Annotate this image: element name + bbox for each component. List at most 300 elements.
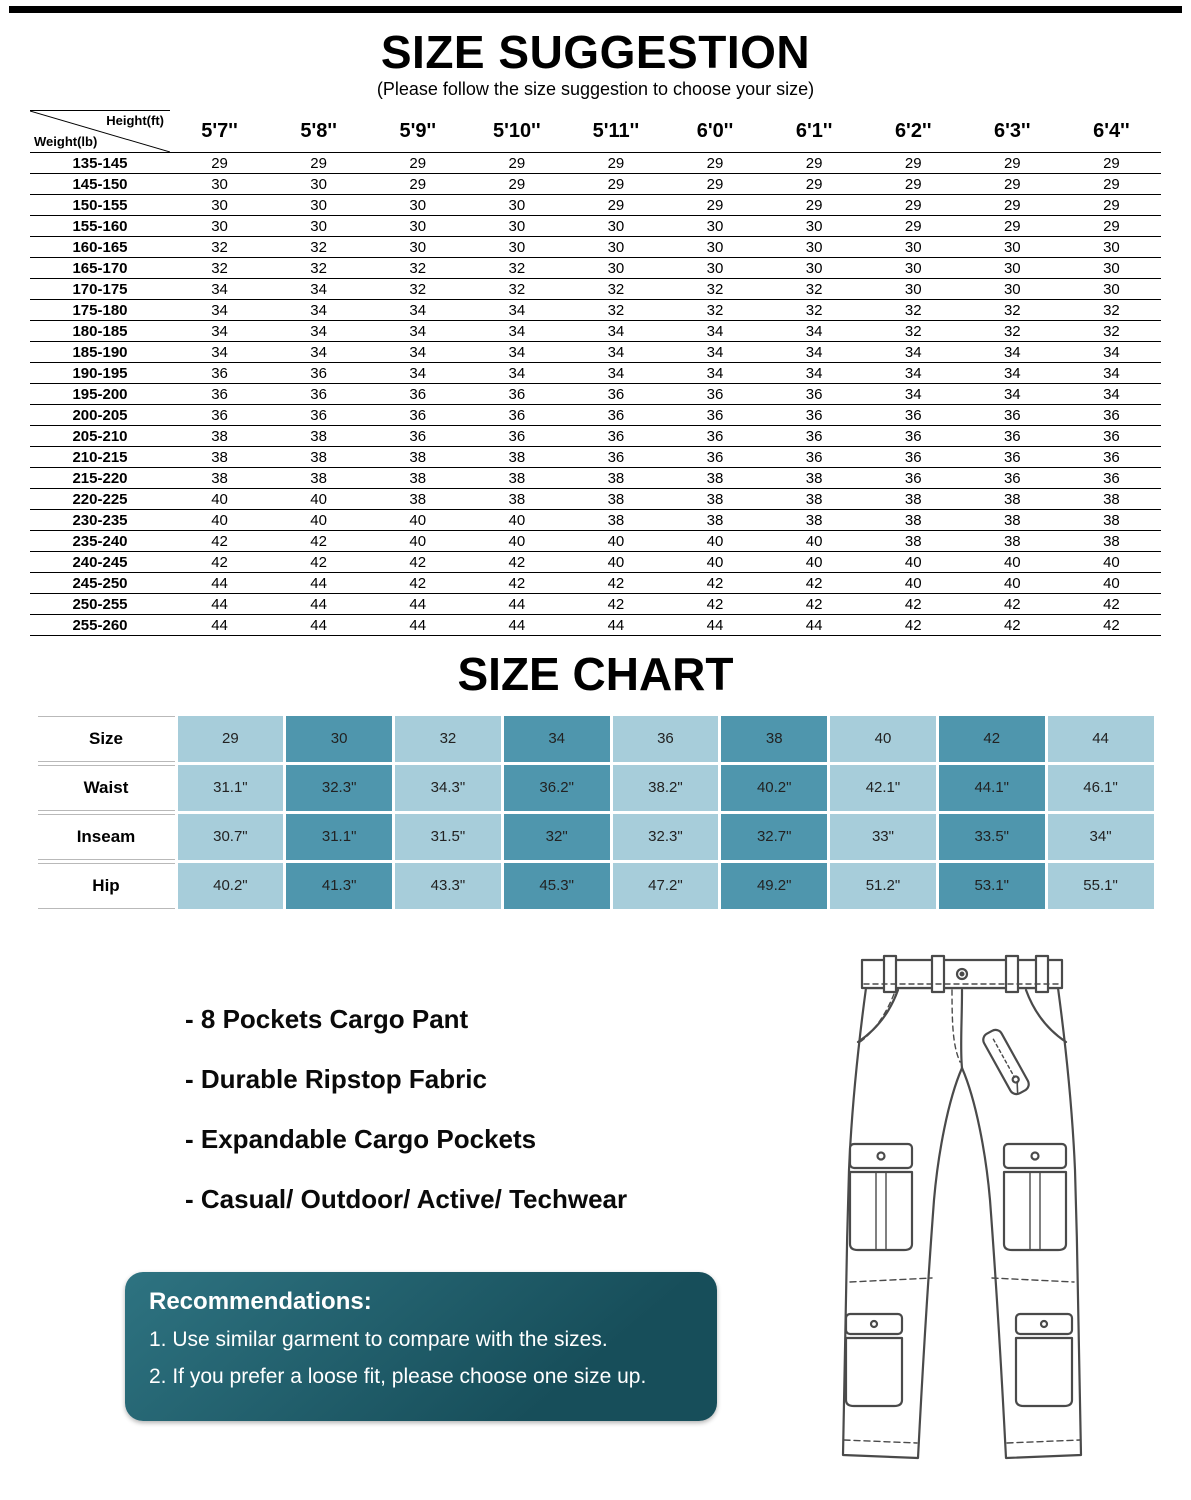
size-chart-cell: 44.1" — [939, 765, 1045, 811]
size-value-cell: 36 — [1062, 426, 1161, 447]
size-chart-cell: 32 — [395, 716, 501, 762]
size-suggestion-subtitle: (Please follow the size suggestion to choose your size) — [376, 79, 815, 100]
weight-range-cell: 230-235 — [30, 510, 170, 531]
weight-row — [30, 321, 1161, 342]
size-chart-cell: 31.1" — [178, 765, 284, 811]
size-value-cell: 44 — [467, 615, 566, 636]
size-value-cell: 36 — [765, 405, 864, 426]
size-value-cell: 36 — [368, 384, 467, 405]
size-value-cell: 32 — [665, 279, 764, 300]
weight-range-cell: 135-145 — [30, 153, 170, 174]
weight-row — [30, 531, 1161, 552]
weight-row — [30, 174, 1161, 195]
size-value-cell: 38 — [368, 468, 467, 489]
size-value-cell: 34 — [665, 342, 764, 363]
size-value-cell: 44 — [765, 615, 864, 636]
size-chart-cell: 40.2" — [178, 863, 284, 909]
size-value-cell: 36 — [665, 426, 764, 447]
size-chart-cell: 40 — [830, 716, 936, 762]
size-value-cell: 44 — [368, 594, 467, 615]
size-value-cell: 34 — [368, 342, 467, 363]
weight-row — [30, 426, 1161, 447]
size-value-cell: 36 — [566, 405, 665, 426]
size-value-cell: 30 — [368, 216, 467, 237]
size-value-cell: 29 — [864, 153, 963, 174]
size-value-cell: 36 — [765, 426, 864, 447]
size-value-cell: 42 — [566, 573, 665, 594]
size-value-cell: 38 — [864, 489, 963, 510]
size-value-cell: 40 — [368, 510, 467, 531]
size-value-cell: 34 — [467, 300, 566, 321]
size-value-cell: 30 — [864, 279, 963, 300]
size-value-cell: 40 — [1062, 573, 1161, 594]
size-chart-cell: 32.3" — [286, 765, 392, 811]
size-value-cell: 30 — [269, 216, 368, 237]
size-value-cell: 36 — [368, 405, 467, 426]
size-chart-cell: 31.5" — [395, 814, 501, 860]
size-value-cell: 30 — [269, 195, 368, 216]
size-value-cell: 32 — [269, 237, 368, 258]
size-value-cell: 34 — [566, 321, 665, 342]
size-value-cell: 32 — [864, 300, 963, 321]
size-value-cell: 40 — [269, 489, 368, 510]
size-value-cell: 44 — [467, 594, 566, 615]
height-header-cell: 5'10'' — [467, 111, 566, 153]
weight-row — [30, 468, 1161, 489]
size-chart-cell: 34.3" — [395, 765, 501, 811]
size-chart-table — [35, 713, 1157, 912]
weight-row — [30, 300, 1161, 321]
size-value-cell: 44 — [269, 594, 368, 615]
size-value-cell: 32 — [765, 279, 864, 300]
size-value-cell: 38 — [665, 489, 764, 510]
belt-loop — [1006, 956, 1018, 992]
size-value-cell: 29 — [864, 174, 963, 195]
size-chart-cell: 36.2" — [504, 765, 610, 811]
size-value-cell: 30 — [467, 216, 566, 237]
size-value-cell: 34 — [1062, 384, 1161, 405]
size-value-cell: 42 — [864, 594, 963, 615]
recommendation-item: 2. If you prefer a loose fit, please choose one size up. — [149, 1365, 647, 1389]
size-value-cell: 44 — [170, 615, 269, 636]
size-value-cell: 34 — [765, 363, 864, 384]
weight-range-cell: 195-200 — [30, 384, 170, 405]
size-value-cell: 36 — [467, 426, 566, 447]
size-value-cell: 42 — [170, 531, 269, 552]
size-value-cell: 36 — [963, 468, 1062, 489]
size-value-cell: 30 — [864, 258, 963, 279]
calf-pocket — [1016, 1338, 1072, 1406]
size-value-cell: 40 — [864, 573, 963, 594]
size-chart-cell: 55.1" — [1048, 863, 1154, 909]
size-value-cell: 42 — [963, 615, 1062, 636]
size-value-cell: 44 — [665, 615, 764, 636]
size-value-cell: 42 — [467, 552, 566, 573]
weight-range-cell: 170-175 — [30, 279, 170, 300]
size-value-cell: 42 — [269, 552, 368, 573]
size-value-cell: 36 — [963, 405, 1062, 426]
size-value-cell: 30 — [269, 174, 368, 195]
size-value-cell: 44 — [170, 573, 269, 594]
size-value-cell: 29 — [765, 174, 864, 195]
size-chart-cell: 46.1" — [1048, 765, 1154, 811]
size-value-cell: 29 — [665, 195, 764, 216]
size-value-cell: 29 — [864, 195, 963, 216]
size-chart-cell: 44 — [1048, 716, 1154, 762]
size-value-cell: 40 — [765, 552, 864, 573]
height-header-cell: 6'3'' — [963, 111, 1062, 153]
size-value-cell: 40 — [368, 531, 467, 552]
height-header-cell: 5'7'' — [170, 111, 269, 153]
cargo-pocket — [1004, 1172, 1066, 1250]
size-chart-cell: 32" — [504, 814, 610, 860]
size-chart-row — [38, 765, 1154, 811]
weight-range-cell: 180-185 — [30, 321, 170, 342]
size-value-cell: 29 — [665, 174, 764, 195]
size-value-cell: 38 — [665, 510, 764, 531]
size-value-cell: 44 — [269, 615, 368, 636]
size-value-cell: 34 — [269, 321, 368, 342]
size-value-cell: 32 — [765, 300, 864, 321]
size-value-cell: 36 — [665, 384, 764, 405]
size-value-cell: 32 — [170, 237, 269, 258]
size-value-cell: 40 — [566, 552, 665, 573]
size-value-cell: 36 — [566, 447, 665, 468]
size-value-cell: 40 — [1062, 552, 1161, 573]
size-value-cell: 42 — [368, 573, 467, 594]
size-value-cell: 29 — [1062, 153, 1161, 174]
size-value-cell: 42 — [566, 594, 665, 615]
size-value-cell: 34 — [269, 342, 368, 363]
size-value-cell: 29 — [269, 153, 368, 174]
top-border-line — [9, 6, 1182, 13]
size-value-cell: 30 — [963, 279, 1062, 300]
size-chart-cell: 32.3" — [613, 814, 719, 860]
size-value-cell: 40 — [963, 573, 1062, 594]
size-value-cell: 32 — [368, 279, 467, 300]
size-value-cell: 36 — [269, 384, 368, 405]
size-value-cell: 40 — [467, 510, 566, 531]
size-value-cell: 29 — [765, 153, 864, 174]
size-value-cell: 36 — [170, 363, 269, 384]
size-chart-cell: 36 — [613, 716, 719, 762]
size-value-cell: 32 — [665, 300, 764, 321]
size-value-cell: 36 — [864, 405, 963, 426]
size-value-cell: 40 — [765, 531, 864, 552]
size-chart-cell: 45.3" — [504, 863, 610, 909]
size-value-cell: 30 — [665, 237, 764, 258]
size-chart-cell: 47.2" — [613, 863, 719, 909]
size-value-cell: 32 — [1062, 321, 1161, 342]
size-value-cell: 42 — [467, 573, 566, 594]
recommendations-box — [125, 1272, 717, 1421]
size-suggestion-header — [0, 0, 1191, 100]
size-value-cell: 38 — [963, 531, 1062, 552]
size-value-cell: 38 — [1062, 531, 1161, 552]
size-value-cell: 38 — [1062, 510, 1161, 531]
size-value-cell: 30 — [566, 258, 665, 279]
size-value-cell: 34 — [1062, 363, 1161, 384]
size-value-cell: 32 — [1062, 300, 1161, 321]
size-value-cell: 32 — [963, 300, 1062, 321]
size-chart-cell: 42.1" — [830, 765, 936, 811]
size-suggestion-table-body — [30, 153, 1161, 636]
size-chart-row-label: Waist — [38, 765, 175, 811]
size-value-cell: 34 — [566, 363, 665, 384]
feature-item: - Durable Ripstop Fabric — [185, 1063, 487, 1094]
cargo-pants-drawing — [800, 948, 1130, 1483]
size-value-cell: 30 — [665, 258, 764, 279]
size-value-cell: 36 — [566, 426, 665, 447]
size-chart-cell: 33.5" — [939, 814, 1045, 860]
size-value-cell: 38 — [269, 447, 368, 468]
size-value-cell: 34 — [765, 342, 864, 363]
weight-range-cell: 150-155 — [30, 195, 170, 216]
size-value-cell: 30 — [368, 195, 467, 216]
size-value-cell: 29 — [765, 195, 864, 216]
belt-loop — [932, 956, 944, 992]
corner-cell — [30, 111, 170, 153]
weight-range-cell: 250-255 — [30, 594, 170, 615]
size-value-cell: 34 — [864, 342, 963, 363]
pocket-button — [1032, 1153, 1039, 1160]
weight-row — [30, 489, 1161, 510]
size-value-cell: 30 — [963, 258, 1062, 279]
size-chart-row — [38, 863, 1154, 909]
size-value-cell: 42 — [665, 594, 764, 615]
size-value-cell: 36 — [467, 405, 566, 426]
weight-range-cell: 235-240 — [30, 531, 170, 552]
size-value-cell: 34 — [170, 300, 269, 321]
size-value-cell: 38 — [368, 489, 467, 510]
belt-loop — [884, 956, 896, 992]
size-value-cell: 30 — [1062, 279, 1161, 300]
size-value-cell: 32 — [368, 258, 467, 279]
size-value-cell: 38 — [170, 426, 269, 447]
weight-row — [30, 405, 1161, 426]
size-value-cell: 32 — [864, 321, 963, 342]
size-chart-row-label: Size — [38, 716, 175, 762]
size-value-cell: 34 — [467, 363, 566, 384]
size-value-cell: 34 — [963, 363, 1062, 384]
size-value-cell: 38 — [170, 447, 269, 468]
weight-row — [30, 258, 1161, 279]
size-value-cell: 42 — [864, 615, 963, 636]
size-value-cell: 36 — [963, 447, 1062, 468]
size-value-cell: 38 — [566, 489, 665, 510]
size-value-cell: 42 — [1062, 594, 1161, 615]
size-value-cell: 34 — [864, 384, 963, 405]
weight-row — [30, 594, 1161, 615]
size-value-cell: 36 — [765, 447, 864, 468]
size-chart-cell: 51.2" — [830, 863, 936, 909]
size-value-cell: 29 — [665, 153, 764, 174]
size-value-cell: 36 — [566, 384, 665, 405]
size-chart-cell: 33" — [830, 814, 936, 860]
size-chart-cell: 34 — [504, 716, 610, 762]
size-value-cell: 38 — [765, 510, 864, 531]
weight-axis-label: Weight(lb) — [34, 134, 98, 150]
weight-row — [30, 279, 1161, 300]
size-value-cell: 30 — [467, 237, 566, 258]
weight-row — [30, 342, 1161, 363]
size-chart-cell: 41.3" — [286, 863, 392, 909]
weight-row — [30, 384, 1161, 405]
height-header-cell: 6'0'' — [665, 111, 764, 153]
weight-row — [30, 615, 1161, 636]
size-value-cell: 38 — [864, 531, 963, 552]
size-chart-cell: 49.2" — [721, 863, 827, 909]
size-value-cell: 34 — [170, 321, 269, 342]
size-value-cell: 32 — [566, 300, 665, 321]
weight-range-cell: 220-225 — [30, 489, 170, 510]
size-value-cell: 34 — [467, 342, 566, 363]
size-value-cell: 34 — [963, 342, 1062, 363]
size-value-cell: 32 — [269, 258, 368, 279]
feature-item: - Casual/ Outdoor/ Active/ Techwear — [185, 1183, 628, 1214]
size-chart-title: SIZE CHART — [457, 648, 734, 701]
size-value-cell: 29 — [1062, 174, 1161, 195]
size-chart-cell: 53.1" — [939, 863, 1045, 909]
size-value-cell: 30 — [1062, 237, 1161, 258]
size-value-cell: 42 — [963, 594, 1062, 615]
size-value-cell: 36 — [864, 468, 963, 489]
size-value-cell: 34 — [864, 363, 963, 384]
weight-range-cell: 155-160 — [30, 216, 170, 237]
size-value-cell: 29 — [963, 153, 1062, 174]
size-value-cell: 29 — [368, 174, 467, 195]
size-value-cell: 34 — [368, 300, 467, 321]
size-chart-cell: 38.2" — [613, 765, 719, 811]
weight-range-cell: 145-150 — [30, 174, 170, 195]
feature-item: - Expandable Cargo Pockets — [185, 1123, 537, 1154]
weight-range-cell: 215-220 — [30, 468, 170, 489]
size-chart-cell: 42 — [939, 716, 1045, 762]
size-chart-row-label: Inseam — [38, 814, 175, 860]
size-value-cell: 29 — [467, 153, 566, 174]
size-value-cell: 36 — [665, 405, 764, 426]
size-value-cell: 34 — [368, 363, 467, 384]
pocket-button — [878, 1153, 885, 1160]
size-value-cell: 38 — [269, 426, 368, 447]
size-value-cell: 34 — [170, 342, 269, 363]
weight-row — [30, 552, 1161, 573]
size-value-cell: 36 — [1062, 405, 1161, 426]
size-value-cell: 38 — [963, 510, 1062, 531]
size-value-cell: 44 — [368, 615, 467, 636]
size-value-cell: 34 — [566, 342, 665, 363]
recommendations-title: Recommendations: — [149, 1288, 372, 1315]
size-value-cell: 36 — [1062, 468, 1161, 489]
feature-item: - 8 Pockets Cargo Pant — [185, 1003, 469, 1034]
height-header-cell: 6'2'' — [864, 111, 963, 153]
weight-range-cell: 255-260 — [30, 615, 170, 636]
size-value-cell: 29 — [963, 216, 1062, 237]
size-value-cell: 34 — [665, 363, 764, 384]
size-chart-cell: 34" — [1048, 814, 1154, 860]
height-header-cell: 6'1'' — [765, 111, 864, 153]
weight-range-cell: 165-170 — [30, 258, 170, 279]
size-value-cell: 29 — [566, 174, 665, 195]
size-value-cell: 38 — [269, 468, 368, 489]
size-value-cell: 30 — [1062, 258, 1161, 279]
height-header-cell: 6'4'' — [1062, 111, 1161, 153]
recommendation-item: 1. Use similar garment to compare with the sizes. — [149, 1328, 608, 1351]
size-value-cell: 40 — [170, 489, 269, 510]
height-header-cell: 5'8'' — [269, 111, 368, 153]
size-value-cell: 38 — [864, 510, 963, 531]
size-value-cell: 29 — [566, 153, 665, 174]
size-value-cell: 36 — [765, 384, 864, 405]
weight-row — [30, 363, 1161, 384]
size-value-cell: 42 — [665, 573, 764, 594]
weight-row — [30, 195, 1161, 216]
size-value-cell: 32 — [467, 279, 566, 300]
size-value-cell: 38 — [963, 489, 1062, 510]
size-value-cell: 30 — [170, 195, 269, 216]
size-value-cell: 29 — [467, 174, 566, 195]
weight-range-cell: 160-165 — [30, 237, 170, 258]
size-value-cell: 44 — [269, 573, 368, 594]
size-chart-cell: 40.2" — [721, 765, 827, 811]
recommendations-items — [149, 1326, 693, 1392]
weight-range-cell: 245-250 — [30, 573, 170, 594]
size-value-cell: 40 — [269, 510, 368, 531]
size-value-cell: 34 — [665, 321, 764, 342]
size-value-cell: 36 — [269, 405, 368, 426]
weight-range-cell: 210-215 — [30, 447, 170, 468]
size-value-cell: 40 — [864, 552, 963, 573]
size-value-cell: 32 — [963, 321, 1062, 342]
size-value-cell: 29 — [566, 195, 665, 216]
size-value-cell: 30 — [170, 216, 269, 237]
size-value-cell: 36 — [864, 426, 963, 447]
size-value-cell: 34 — [467, 321, 566, 342]
size-value-cell: 36 — [170, 384, 269, 405]
weight-row — [30, 216, 1161, 237]
height-header-cell: 5'9'' — [368, 111, 467, 153]
size-chart-cell: 32.7" — [721, 814, 827, 860]
size-value-cell: 42 — [368, 552, 467, 573]
size-value-cell: 36 — [665, 447, 764, 468]
size-chart-row-label: Hip — [38, 863, 175, 909]
height-header-cell: 5'11'' — [566, 111, 665, 153]
size-chart-cell: 30.7" — [178, 814, 284, 860]
size-chart-cell: 38 — [721, 716, 827, 762]
weight-range-cell: 205-210 — [30, 426, 170, 447]
size-value-cell: 30 — [368, 237, 467, 258]
size-value-cell: 42 — [765, 573, 864, 594]
weight-range-cell: 200-205 — [30, 405, 170, 426]
size-value-cell: 42 — [765, 594, 864, 615]
size-value-cell: 36 — [170, 405, 269, 426]
weight-row — [30, 237, 1161, 258]
cargo-pants-illustration — [800, 948, 1130, 1483]
size-value-cell: 32 — [566, 279, 665, 300]
size-value-cell: 30 — [170, 174, 269, 195]
size-value-cell: 40 — [665, 531, 764, 552]
pocket-button — [871, 1321, 877, 1327]
size-value-cell: 30 — [566, 216, 665, 237]
size-chart-row — [38, 814, 1154, 860]
size-value-cell: 42 — [1062, 615, 1161, 636]
size-value-cell: 40 — [170, 510, 269, 531]
size-value-cell: 36 — [269, 363, 368, 384]
size-value-cell: 36 — [963, 426, 1062, 447]
size-value-cell: 40 — [963, 552, 1062, 573]
size-value-cell: 40 — [566, 531, 665, 552]
weight-row — [30, 573, 1161, 594]
